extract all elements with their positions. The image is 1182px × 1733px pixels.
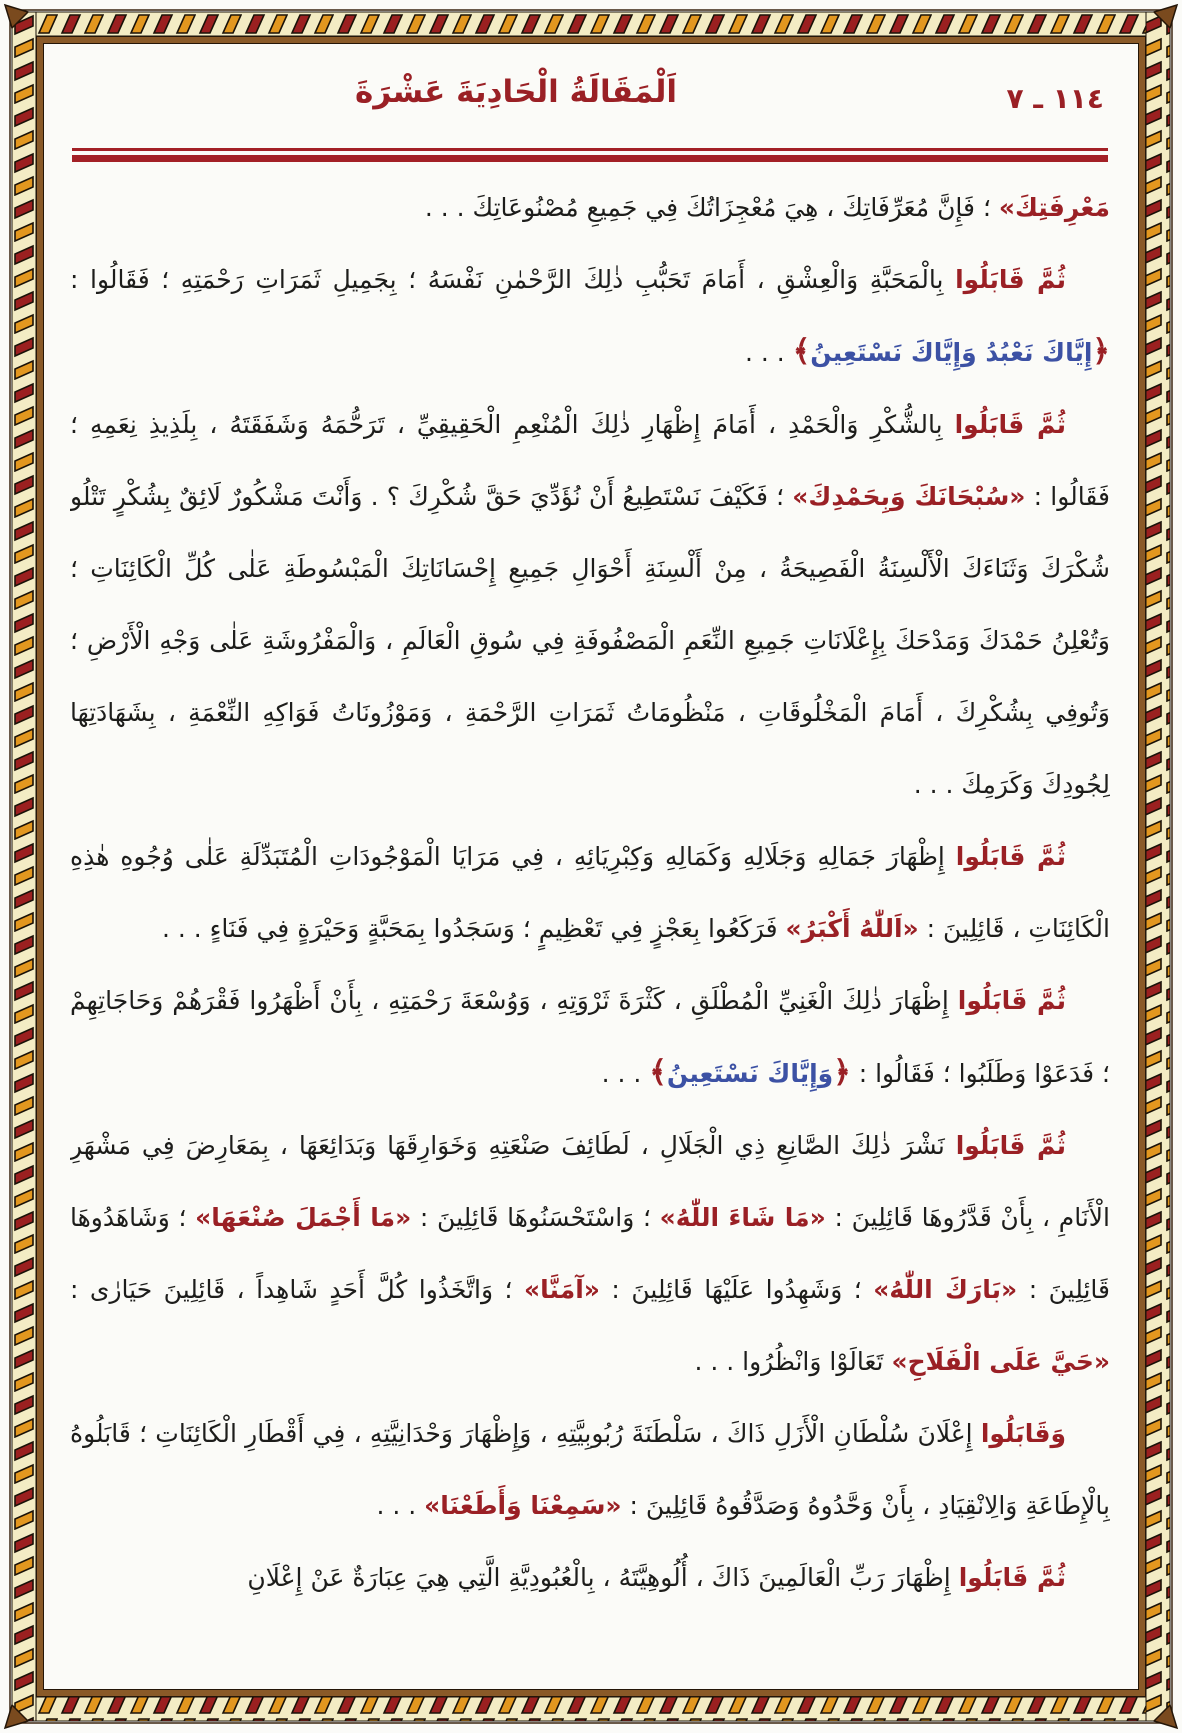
body-text-segment: تَعَالَوْا وَانْظُرُوا . . . bbox=[694, 1347, 892, 1376]
body-text-segment: ؛ وَشَهِدُوا عَلَيْهَا قَائِلِينَ : bbox=[599, 1275, 874, 1304]
emphasis-phrase: «بَارَكَ اللّٰهُ» bbox=[873, 1275, 1018, 1304]
verse-bracket-ornament: ﴿ bbox=[1092, 334, 1110, 369]
emphasis-phrase: وَقَابَلُوا bbox=[980, 1419, 1066, 1448]
body-text-segment: ؛ فَإِنَّ مُعَرِّفَاتِكَ ، هِيَ مُعْجِزَاتُكَ فِي جَمِيعِ مُصْنُوعَاتِكَ . . . bbox=[424, 193, 999, 222]
body-text-segment: بِالْمَحَبَّةِ وَالْعِشْقِ ، أَمَامَ تَحَبُّبِ ذٰلِكَ الرَّحْمٰنِ نَفْسَهُ ؛ بِجَمِيلِ ثَمَرَاتِ رَحْمَتِهِ ؛ فَقَالُوا : bbox=[70, 265, 956, 294]
body-text-segment: ؛ وَاتَّخَذُوا كُلَّ أَحَدٍ شَاهِداً ، قَائِلِينَ حَيَارٰى : bbox=[70, 1275, 524, 1304]
body-text-segment: فَرَكَعُوا بِعَجْزٍ فِي تَعْظِيمٍ ؛ وَسَجَدُوا بِمَحَبَّةٍ وَحَيْرَةٍ فِي فَنَاءٍ . . . bbox=[161, 914, 786, 943]
paragraph bbox=[70, 821, 1110, 965]
body-text-segment: إِظْهَارَ جَمَالِهِ وَجَلَالِهِ وَكَمَالِهِ وَكِبْرِيَائِهِ ، فِي مَرَايَا الْمَوْجُودَاتِ الْمُتَبَدِّلَةِ عَلٰى وُجُوهِ هٰذِهِ الْكَائِنَاتِ ، قَائِلِينَ : bbox=[70, 842, 1110, 943]
paragraph bbox=[70, 1542, 1110, 1614]
paragraph bbox=[70, 244, 1110, 389]
emphasis-phrase: ثُمَّ قَابَلُوا bbox=[958, 1563, 1066, 1592]
body-text-segment: . . . bbox=[745, 338, 793, 367]
body-text-segment: إِظْهَارَ رَبِّ الْعَالَمِينَ ذَاكَ ، أُلُوهِيَّتَهُ ، بِالْعُبُودِيَّةِ الَّتِي هِيَ عِبَارَةٌ عَنْ إِعْلَانِ bbox=[247, 1563, 959, 1592]
page-number: ١١٤ ـ ٧ bbox=[1006, 82, 1104, 115]
emphasis-phrase: «سَمِعْنَا وَأَطَعْنَا» bbox=[424, 1491, 622, 1520]
paragraph bbox=[70, 1398, 1110, 1542]
body-text bbox=[70, 172, 1110, 1683]
body-text-segment: ؛ فَكَيْفَ نَسْتَطِيعُ أَنْ نُؤَدِّيَ حَقَّ شُكْرِكَ ؟ . وَأَنْتَ مَشْكُورٌ لَائِقٌ بِشُكْرٍ تَتْلُو شُكْرَكَ وَثَنَاءَكَ الْأَلْسِنَةُ الْفَصِيحَةُ ، مِنْ أَلْسِنَةِ أَحْوَالِ جَمِيعِ إِحْسَانَاتِكَ الْمَبْسُوطَةِ عَلٰى كُلِّ الْكَائِنَاتِ ؛ وَتُعْلِنُ حَمْدَكَ وَمَدْحَكَ بِإِعْلَانَاتِ جَمِيعِ النِّعَمِ الْمَصْفُوفَةِ فِي سُوقِ الْعَالَمِ ، وَالْمَفْرُوشَةِ عَلٰى وَجْهِ الْأَرْضِ ؛ وَتُوفِي بِشُكْرِكَ ، أَمَامَ الْمَخْلُوقَاتِ ، مَنْظُومَاتُ ثَمَرَاتِ الرَّحْمَةِ ، وَمَوْزُونَاتُ فَوَاكِهِ النِّعْمَةِ ، بِشَهَادَتِهَا لِجُودِكَ وَكَرَمِكَ . . . bbox=[70, 482, 1110, 799]
verse-bracket-ornament: ﴿ bbox=[833, 1055, 851, 1090]
paragraph bbox=[70, 389, 1110, 821]
page-content bbox=[70, 60, 1112, 1687]
emphasis-phrase: ثُمَّ قَابَلُوا bbox=[955, 1131, 1066, 1160]
emphasis-phrase: «حَيَّ عَلَى الْفَلَاحِ» bbox=[891, 1347, 1110, 1376]
emphasis-phrase: مَعْرِفَتِكَ» bbox=[998, 193, 1110, 222]
body-text-segment: إِظْهَارَ ذٰلِكَ الْغَنِيِّ الْمُطْلَقِ ، كَثْرَةَ ثَرْوَتِهِ ، وَوُسْعَةَ رَحْمَتِهِ ، بِأَنْ أَظْهَرُوا فَقْرَهُمْ وَحَاجَاتِهِمْ ؛ فَدَعَوْا وَطَلَبُوا ؛ فَقَالُوا : bbox=[70, 986, 1110, 1088]
paragraph bbox=[70, 172, 1110, 244]
quran-verse: وَإِيَّاكَ نَسْتَعِينُ bbox=[666, 1059, 834, 1088]
body-text-segment: ؛ وَاسْتَحْسَنُوهَا قَائِلِينَ : bbox=[411, 1203, 660, 1232]
emphasis-phrase: ثُمَّ قَابَلُوا bbox=[957, 986, 1066, 1015]
verse-bracket-ornament: ﴾ bbox=[792, 334, 811, 369]
emphasis-phrase: ثُمَّ قَابَلُوا bbox=[954, 410, 1066, 439]
header-divider-rule bbox=[72, 148, 1108, 162]
paragraph bbox=[70, 965, 1110, 1110]
emphasis-phrase: «اَللّٰهُ أَكْبَرُ» bbox=[785, 914, 919, 943]
verse-bracket-ornament: ﴾ bbox=[649, 1055, 667, 1090]
body-text-segment: نَشْرَ ذٰلِكَ الصَّانِعِ ذِي الْجَلَالِ ، لَطَائِفَ صَنْعَتِهِ وَخَوَارِقَهَا وَبَدَائِعَهَا ، بِمَعَارِضَ فِي مَشْهَرِ الْأَنَامِ ، بِأَنْ قَدَّرُوهَا قَائِلِينَ : bbox=[70, 1131, 1110, 1232]
page-title: اَلْمَقَالَةُ الْحَادِيَةَ عَشْرَةَ bbox=[355, 74, 677, 110]
body-text-segment: بِالشُّكْرِ وَالْحَمْدِ ، أَمَامَ إِظْهَارِ ذٰلِكَ الْمُنْعِمِ الْحَقِيقِيِّ ، تَرَحُّمَهُ وَشَفَقَتَهُ ، بِلَذِيذِ نِعَمِهِ ؛ فَقَالُوا : bbox=[70, 410, 1110, 511]
emphasis-phrase: ثُمَّ قَابَلُوا bbox=[955, 265, 1067, 294]
paragraph bbox=[70, 1110, 1110, 1398]
emphasis-phrase: «مَا شَاءَ اللّٰهُ» bbox=[659, 1203, 826, 1232]
body-text-segment: . . . bbox=[376, 1491, 425, 1520]
emphasis-phrase: «مَا أَجْمَلَ صُنْعَهَا» bbox=[195, 1203, 412, 1232]
body-text-segment: ؛ وَشَاهَدُوهَا قَائِلِينَ : bbox=[70, 1203, 1110, 1304]
emphasis-phrase: «سُبْحَانَكَ وَبِحَمْدِكَ» bbox=[792, 482, 1026, 511]
emphasis-phrase: ثُمَّ قَابَلُوا bbox=[955, 842, 1066, 871]
emphasis-phrase: «آمَنَّا» bbox=[523, 1275, 600, 1304]
body-text-segment: إِعْلَانَ سُلْطَانِ الْأَزَلِ ذَاكَ ، سَلْطَنَةَ رُبُوبِيَّتِهِ ، وَإِظْهَارَ وَحْدَانِيَّتِهِ ، فِي أَقْطَارِ الْكَائِنَاتِ ؛ قَابَلُوهُ بِالْإِطَاعَةِ وَالِانْقِيَادِ ، بِأَنْ وَحَّدُوهُ وَصَدَّقُوهُ قَائِلِينَ : bbox=[70, 1419, 1110, 1520]
quran-verse: إِيَّاكَ نَعْبُدُ وَإِيَّاكَ نَسْتَعِينُ bbox=[810, 338, 1093, 367]
body-text-segment: . . . bbox=[601, 1059, 650, 1088]
